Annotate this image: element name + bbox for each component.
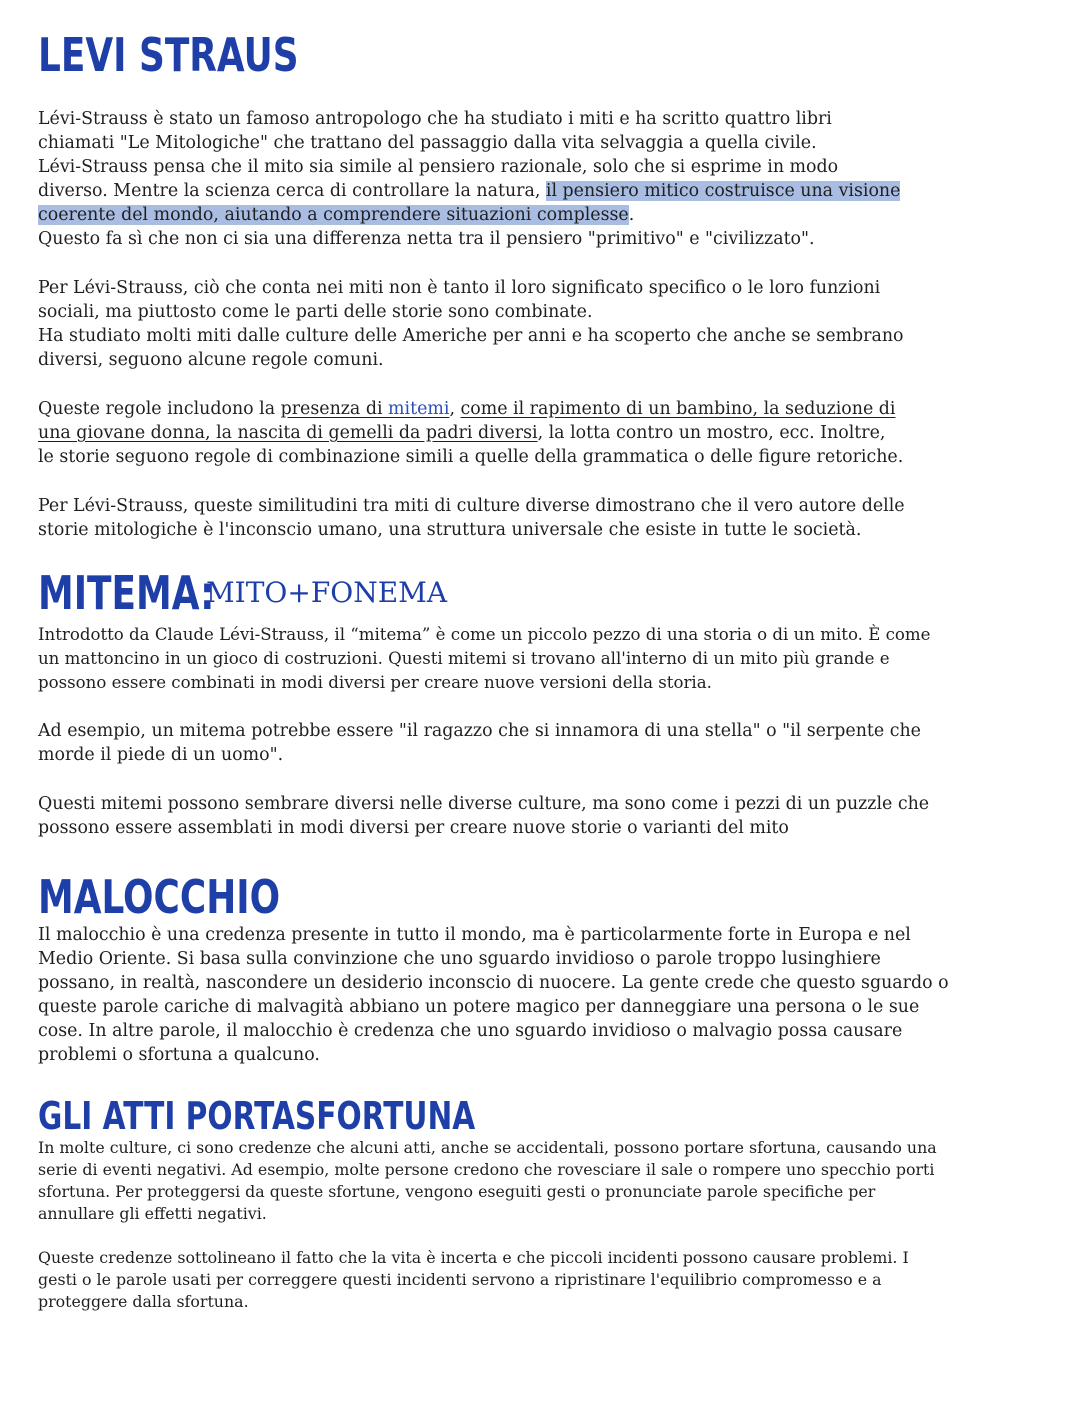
text-line: Introdotto da Claude Lévi-Strauss, il “mitema” è come un piccolo pezzo di una storia o di un mito. È come — [38, 625, 931, 644]
text-line: Queste credenze sottolineano il fatto che la vita è incerta e che piccoli incidenti possono causare problemi. I — [38, 1248, 909, 1267]
text-line: Questo fa sì che non ci sia una differenza netta tra il pensiero "primitivo" e "civilizzato". — [38, 229, 815, 249]
text-segment: , la lotta contro un mostro, ecc. Inoltre, — [537, 423, 886, 443]
text-line: annullare gli effetti negativi. — [38, 1204, 267, 1223]
text-line: cose. In altre parole, il malocchio è credenza che uno sguardo invidioso o malvagio possa causare — [38, 1021, 903, 1041]
paragraph-levi-unconscious — [38, 494, 905, 542]
paragraph-mitema-definition — [38, 623, 930, 695]
text-line — [38, 421, 903, 445]
text-segment: Queste regole includono la — [38, 399, 281, 419]
mitemi-link-text: mitemi — [388, 399, 450, 419]
text-segment: diverso. Mentre la scienza cerca di controllare la natura, — [38, 181, 546, 201]
paragraph-mitema-puzzle — [38, 792, 929, 840]
text-line: Questi mitemi possono sembrare diversi nelle diverse culture, ma sono come i pezzi di un puzzle che — [38, 794, 930, 814]
text-line: Lévi-Strauss è stato un famoso antropologo che ha studiato i miti e ha scritto quattro libri — [38, 109, 832, 129]
text-line: Per Lévi-Strauss, queste similitudini tra miti di culture diverse dimostrano che il vero autore delle — [38, 496, 905, 516]
text-line: un mattoncino in un gioco di costruzioni. Questi mitemi si trovano all'interno di un mito più grande e — [38, 649, 890, 668]
heading-malocchio: MALOCCHIO — [38, 870, 281, 924]
paragraph-mitema-example — [38, 719, 921, 767]
text-line: Ad esempio, un mitema potrebbe essere "il ragazzo che si innamora di una stella" o "il serpente che — [38, 721, 921, 741]
text-line — [38, 203, 900, 227]
paragraph-atti-equilibrio — [38, 1247, 909, 1313]
underlined-text: una giovane donna, la nascita di gemelli da padri diversi — [38, 423, 538, 443]
text-line: Per Lévi-Strauss, ciò che conta nei miti non è tanto il loro significato specifico o le loro funzioni — [38, 278, 881, 298]
text-line: possono essere assemblati in modi diversi per creare nuove storie o varianti del mito — [38, 818, 789, 838]
heading-mitema: MITEMA: — [38, 566, 215, 620]
text-line: storie mitologiche è l'inconscio umano, una struttura universale che esiste in tutte le società. — [38, 520, 862, 540]
text-line: sociali, ma piuttosto come le parti delle storie sono combinate. — [38, 302, 593, 322]
paragraph-malocchio — [38, 923, 949, 1067]
text-line: diversi, seguono alcune regole comuni. — [38, 350, 384, 370]
text-line: Medio Oriente. Si basa sulla convinzione che uno sguardo invidioso o parole troppo lusinghiere — [38, 949, 881, 969]
text-line — [38, 179, 900, 203]
text-line: chiamati "Le Mitologiche" che trattano del passaggio dalla vita selvaggia a quella civile. — [38, 133, 817, 153]
text-line: problemi o sfortuna a qualcuno. — [38, 1045, 320, 1065]
text-line — [38, 397, 903, 421]
heading-levi-straus: LEVI STRAUS — [38, 28, 299, 82]
text-line: Il malocchio è una credenza presente in tutto il mondo, ma è particolarmente forte in Europa e nel — [38, 925, 911, 945]
text-segment: , — [449, 399, 461, 419]
paragraph-levi-intro — [38, 107, 900, 251]
underlined-text — [281, 399, 450, 419]
text-line: In molte culture, ci sono credenze che alcuni atti, anche se accidentali, possono portare sfortuna, causando una — [38, 1138, 937, 1157]
underlined-text: come il rapimento di un bambino, la seduzione di — [460, 399, 896, 419]
text-line: proteggere dalla sfortuna. — [38, 1292, 249, 1311]
paragraph-levi-rules — [38, 397, 903, 469]
text-segment: presenza di — [280, 399, 389, 419]
text-line: Lévi-Strauss pensa che il mito sia simile al pensiero razionale, solo che si esprime in modo — [38, 157, 839, 177]
text-segment: . — [628, 205, 635, 225]
text-line: le storie seguono regole di combinazione simili a quelle della grammatica o delle figure retoriche. — [38, 447, 904, 467]
text-line: sfortuna. Per proteggersi da queste sfortune, vengono eseguiti gesti o pronunciate parole specifiche per — [38, 1182, 876, 1201]
heading-mitema-subtitle: MITO+FONEMA — [206, 576, 448, 609]
highlighted-text: il pensiero mitico costruisce una visione — [545, 181, 901, 201]
text-line: serie di eventi negativi. Ad esempio, molte persone credono che rovesciare il sale o rompere uno specchio porti — [38, 1160, 935, 1179]
paragraph-atti-intro — [38, 1137, 937, 1225]
text-line: Ha studiato molti miti dalle culture delle Americhe per anni e ha scoperto che anche se sembrano — [38, 326, 904, 346]
highlighted-text: coerente del mondo, aiutando a comprendere situazioni complesse — [38, 205, 629, 225]
text-line: morde il piede di un uomo". — [38, 745, 284, 765]
text-line: possano, in realtà, nascondere un desiderio inconscio di nuocere. La gente crede che questo sguardo o — [38, 973, 949, 993]
text-line: gesti o le parole usati per correggere questi incidenti servono a ripristinare l'equilibrio compromesso e a — [38, 1270, 882, 1289]
text-line: queste parole cariche di malvagità abbiano un potere magico per danneggiare una persona o le sue — [38, 997, 920, 1017]
heading-atti-portasfortuna: GLI ATTI PORTASFORTUNA — [38, 1094, 476, 1138]
paragraph-levi-structure — [38, 276, 904, 372]
text-line: possono essere combinati in modi diversi per creare nuove versioni della storia. — [38, 673, 712, 692]
